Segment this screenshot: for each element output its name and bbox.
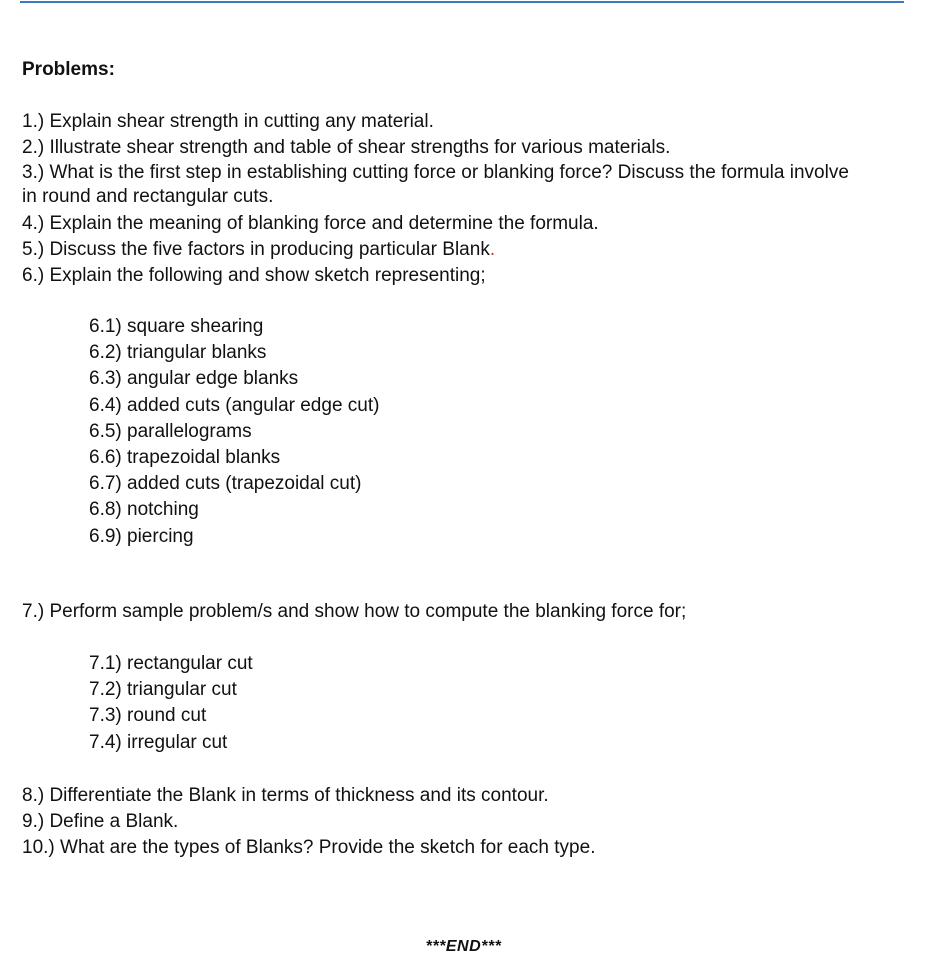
end-marker: ***END*** [425, 938, 502, 955]
problem-item-10: 10.) What are the types of Blanks? Provide the sketch for each type. [22, 837, 596, 858]
problem-item-5-period: . [489, 239, 496, 260]
problem-item-5 [22, 237, 902, 263]
subitem-6-5: 6.5) parallelograms [89, 420, 252, 442]
problem-item-2: 2.) Illustrate shear strength and table of shear strengths for various materials. [22, 137, 671, 158]
problem-item-8: 8.) Differentiate the Blank in terms of thickness and its contour. [22, 785, 549, 806]
problems-list-a [22, 109, 902, 289]
subitem-6-3: 6.3) angular edge blanks [89, 368, 299, 390]
problems-heading: Problems: [22, 59, 115, 80]
subitem-6-2: 6.2) triangular blanks [89, 342, 267, 364]
subitems-6-list [89, 314, 379, 550]
problem-item-4-text: 4.) Explain the meaning of blanking force and determine the formula. [22, 213, 599, 234]
top-rule [20, 1, 904, 3]
subitem-6-7: 6.7) added cuts (trapezoidal cut) [89, 473, 362, 495]
subitem-7-1: 7.1) rectangular cut [89, 653, 253, 674]
problem-item-1: 1.) Explain shear strength in cutting any material. [22, 111, 434, 132]
problem-item-7: 7.) Perform sample problem/s and show how to compute the blanking force for; [22, 601, 687, 622]
subitems-7-list [89, 651, 253, 756]
problem-item-4 [22, 211, 902, 237]
problem-item-3: 3.) What is the first step in establishing cutting force or blanking force? Discuss the formula involve in round and rectangular cuts. [22, 162, 849, 207]
subitem-6-4: 6.4) added cuts (angular edge cut) [89, 394, 380, 416]
problems-list-b [22, 783, 902, 861]
problem-item-9: 9.) Define a Blank. [22, 811, 179, 832]
problem-item-6: 6.) Explain the following and show sketch representing; [22, 265, 486, 286]
subitem-7-2: 7.2) triangular cut [89, 679, 237, 701]
subitem-7-3: 7.3) round cut [89, 705, 207, 727]
subitem-6-9: 6.9) piercing [89, 525, 194, 547]
subitem-6-8: 6.8) notching [89, 499, 199, 521]
subitem-6-6: 6.6) trapezoidal blanks [89, 447, 281, 469]
subitem-7-4: 7.4) irregular cut [89, 731, 228, 753]
subitem-6-1: 6.1) square shearing [89, 316, 264, 337]
problem-item-5-text: 5.) Discuss the five factors in producing particular Blank [22, 239, 490, 260]
